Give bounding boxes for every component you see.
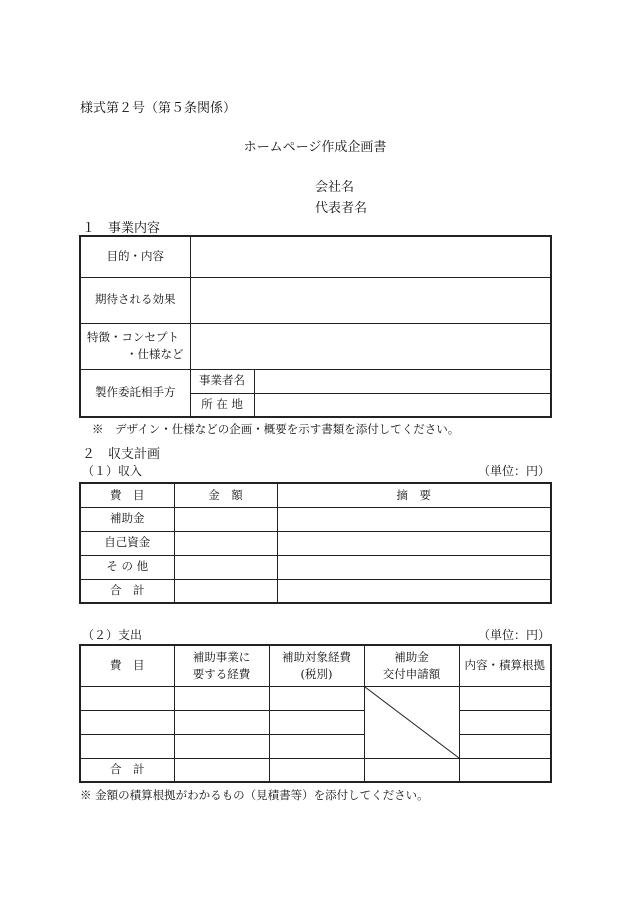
income-row-own-funds: 自己資金 — [80, 531, 174, 555]
income-cell[interactable] — [174, 507, 277, 531]
effect-cell[interactable] — [190, 277, 551, 323]
expense-header-eligible-line2: (税別) — [300, 666, 333, 681]
income-label: （１）収入 — [82, 464, 143, 478]
row-purpose-label: 目的・内容 — [80, 236, 190, 277]
income-row-total: 合 計 — [80, 579, 174, 603]
expense-cell[interactable] — [80, 710, 174, 734]
features-line1: 特徴・コンセプト — [87, 329, 179, 344]
expense-cell[interactable] — [80, 686, 174, 710]
income-cell[interactable] — [174, 579, 277, 603]
expense-label: （２）支出 — [82, 628, 143, 642]
expense-cell[interactable] — [459, 758, 551, 782]
form-number: 様式第２号（第５条関係） — [80, 101, 237, 116]
income-row-other: そ の 他 — [80, 555, 174, 579]
income-header-item: 費 目 — [80, 483, 174, 507]
representative-label: 代表者名 — [315, 201, 368, 216]
income-cell[interactable] — [277, 579, 551, 603]
expense-cell[interactable] — [174, 686, 269, 710]
contractor-address-label: 所 在 地 — [190, 393, 254, 417]
expense-header-required-line1: 補助事業に — [192, 649, 251, 664]
void-diagonal-line — [365, 687, 459, 758]
expense-header-item: 費 目 — [80, 645, 174, 686]
expense-cell[interactable] — [459, 734, 551, 758]
expense-header-grant — [364, 645, 459, 686]
expense-cell[interactable] — [364, 758, 459, 782]
section2-heading: ２ 収支計画 — [82, 447, 161, 462]
business-content-table — [79, 235, 552, 418]
company-name-label: 会社名 — [315, 180, 355, 195]
expense-cell[interactable] — [269, 734, 364, 758]
expense-header-required — [174, 645, 269, 686]
income-row-subsidy: 補助金 — [80, 507, 174, 531]
section1-heading: １ 事業内容 — [82, 221, 161, 236]
income-cell[interactable] — [277, 555, 551, 579]
expense-cell[interactable] — [174, 710, 269, 734]
expense-cell[interactable] — [269, 758, 364, 782]
features-cell[interactable] — [190, 323, 551, 369]
contractor-address-cell[interactable] — [254, 393, 551, 417]
income-cell[interactable] — [174, 531, 277, 555]
income-cell[interactable] — [277, 507, 551, 531]
income-cell[interactable] — [277, 531, 551, 555]
features-line2: ・仕様など — [126, 347, 184, 361]
income-header-summary: 摘 要 — [277, 483, 551, 507]
income-header-amount: 金 額 — [174, 483, 277, 507]
row-contractor-label: 製作委託相手方 — [80, 369, 190, 417]
contractor-name-label: 事業者名 — [190, 369, 254, 393]
expense-unit: （単位：円） — [478, 628, 551, 642]
expense-cell[interactable] — [174, 734, 269, 758]
income-unit: （単位：円） — [478, 464, 551, 478]
section1-note: ※ デザイン・仕様などの企画・概要を示す書類を添付してください。 — [92, 422, 460, 436]
expense-header-grant-line2: 交付申請額 — [382, 666, 441, 681]
row-features-label — [80, 323, 190, 369]
expense-row-total: 合 計 — [80, 758, 174, 782]
purpose-cell[interactable] — [190, 236, 551, 277]
expense-header-eligible — [269, 645, 364, 686]
expense-cell[interactable] — [459, 710, 551, 734]
expense-cell[interactable] — [80, 734, 174, 758]
expense-cell[interactable] — [459, 686, 551, 710]
income-table — [79, 482, 552, 604]
expense-cell[interactable] — [269, 686, 364, 710]
grant-void-cell — [364, 686, 459, 758]
income-cell[interactable] — [174, 555, 277, 579]
section2-note: ※ 金額の積算根拠がわかるもの（見積書等）を添付してください。 — [80, 788, 429, 802]
expense-cell[interactable] — [269, 710, 364, 734]
document-title: ホームページ作成企画書 — [243, 140, 387, 155]
contractor-name-cell[interactable] — [254, 369, 551, 393]
expense-header-eligible-line1: 補助対象経費 — [282, 649, 351, 664]
expense-header-required-line2: 要する経費 — [192, 666, 251, 681]
expense-header-basis: 内容・積算根拠 — [459, 645, 551, 686]
expense-header-grant-line1: 補助金 — [394, 649, 429, 664]
expense-cell[interactable] — [174, 758, 269, 782]
expense-table — [79, 644, 552, 783]
row-effect-label: 期待される効果 — [80, 277, 190, 323]
